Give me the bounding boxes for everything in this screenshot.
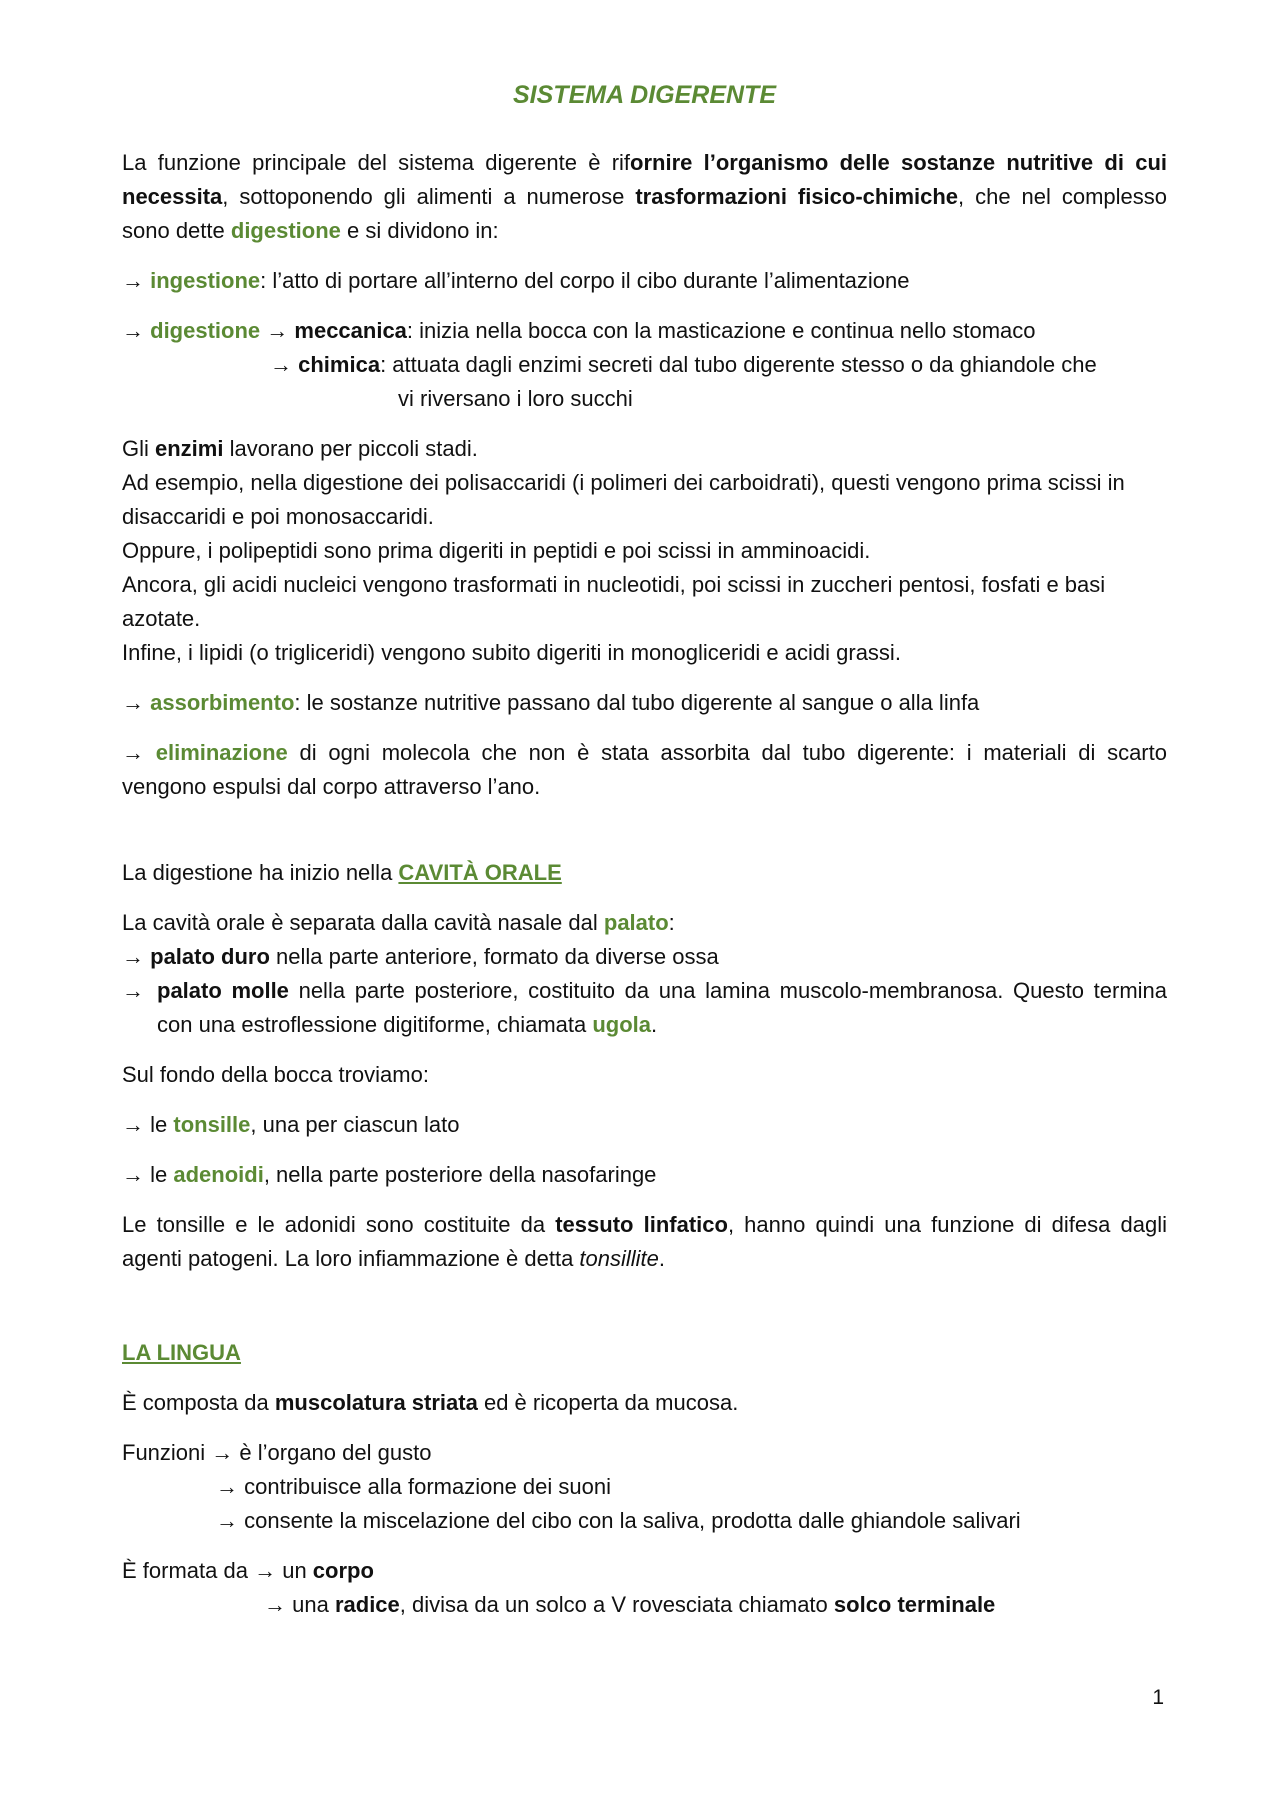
arrow-icon: → [122,740,144,765]
document-page [122,78,1167,1622]
fondo-bocca: Sul fondo della bocca troviamo: [122,1062,429,1087]
ingestione-item: → ingestione: l’atto di portare all’interno del corpo il cibo durante l’alimentazione [122,268,910,293]
cavita-orale-heading: CAVITÀ ORALE [398,860,562,885]
arrow-icon: → [122,1112,144,1137]
tessuto-paragraph: Le tonsille e le adonidi sono costituite da tessuto linfatico, hanno quindi una funzione di difesa dagli agenti patogeni. La loro infiammazione è detta tonsillite. [122,1212,1167,1271]
arrow-icon: → [266,318,289,343]
arrow-icon: → [216,1474,238,1499]
palato-block: La cavità orale è separata dalla cavità nasale dal palato: → palato duro nella parte anteriore, formato da diverse ossa → palato molle nella parte posteriore, costituito da una lamina muscolo-membranosa. Questo termina con una estroflessione digitiforme, chiamata ugola. [122,906,1167,1042]
funzioni-list: Funzioni → è l’organo del gusto → contribuisce alla formazione dei suoni → consente la miscelazione del cibo con la saliva, prodotta dalle ghiandole salivari [122,1440,1021,1533]
page-title: SISTEMA DIGERENTE [513,81,776,109]
assorbimento-item: → assorbimento: le sostanze nutritive passano dal tubo digerente al sangue o alla linfa [122,690,980,715]
arrow-icon: → [270,352,292,377]
tonsille-item: → le tonsille, una per ciascun lato [122,1112,460,1137]
eliminazione-item: → eliminazione di ogni molecola che non è stata assorbita dal tubo digerente: i materiali di scarto vengono espulsi dal corpo attraverso l’ano. [122,740,1167,799]
palato-molle-item: → palato molle nella parte posteriore, costituito da una lamina muscolo-membranosa. Questo termina con una estroflessione digitiforme, chiamata ugola. [122,974,1167,1042]
lingua-composition: È composta da muscolatura striata ed è ricoperta da mucosa. [122,1390,739,1415]
arrow-icon: → [122,944,144,969]
formata-list: È formata da → un corpo → una radice, divisa da un solco a V rovesciata chiamato solco terminale [122,1558,996,1617]
enzimi-paragraph: Gli enzimi lavorano per piccoli stadi. Ad esempio, nella digestione dei polisaccaridi (i polimeri dei carboidrati), questi vengono prima scissi in disaccaridi e poi monosaccaridi. Oppure, i polipeptidi sono prima digeriti in peptidi e poi scissi in amminoacidi. Ancora, gli acidi nucleici vengono trasformati in nucleotidi, poi scissi in zuccheri pentosi, fosfati e basi azotate. Infine, i lipidi (o trigliceridi) vengono subito digeriti in monogliceridi e acidi grassi. [122,436,1125,665]
arrow-icon: → [122,318,144,343]
digestione-item: → digestione → meccanica: inizia nella bocca con la masticazione e continua nello stomaco → chimica: attuata dagli enzimi secreti dal tubo digerente stesso o da ghiandole che vi riversano i loro succhi [122,318,1097,411]
arrow-icon: → [211,1440,234,1465]
arrow-icon: → [254,1558,277,1583]
arrow-icon: → [122,978,144,1003]
arrow-icon: → [122,268,144,293]
arrow-icon: → [122,690,144,715]
intro-paragraph: La funzione principale del sistema digerente è rifornire l’organismo delle sostanze nutritive di cui necessita, sottoponendo gli alimenti a numerose trasformazioni fisico-chimiche, che nel complesso sono dette digestione e si dividono in: [122,150,1167,243]
arrow-icon: → [216,1508,238,1533]
page-number: 1 [1152,1686,1164,1709]
cavita-intro: La digestione ha inizio nella CAVITÀ ORALE [122,860,562,885]
arrow-icon: → [122,1162,144,1187]
lingua-heading: LA LINGUA [122,1340,241,1365]
adenoidi-item: → le adenoidi, nella parte posteriore della nasofaringe [122,1162,657,1187]
arrow-icon: → [264,1592,286,1617]
